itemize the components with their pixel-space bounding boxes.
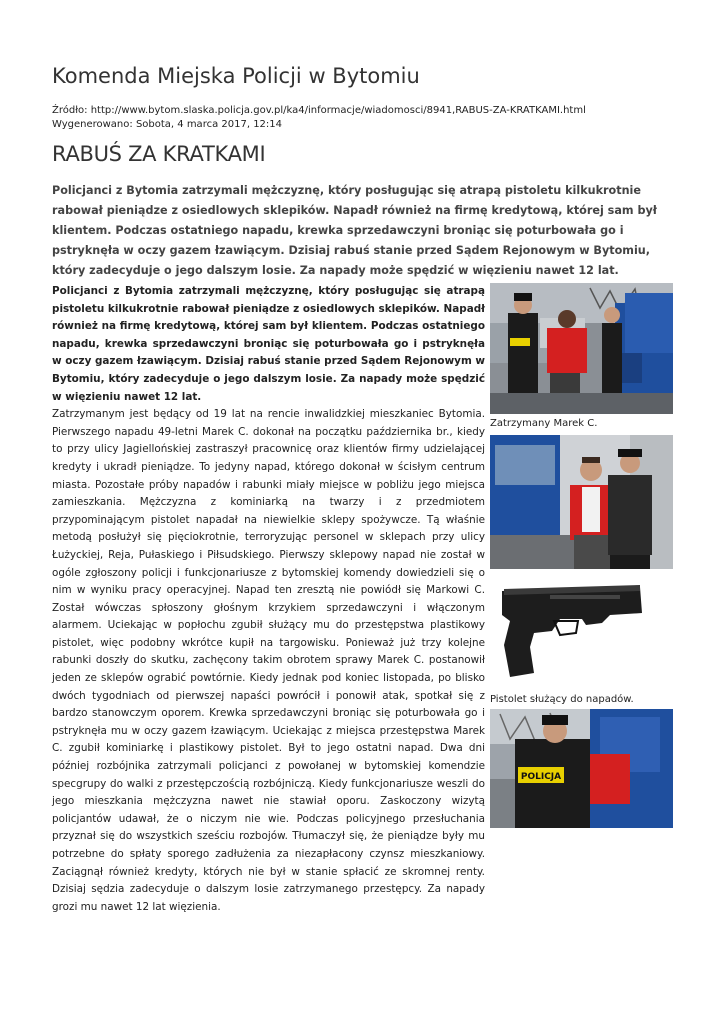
- photo-arrest-car: [490, 283, 673, 414]
- caption-pistol: Pistolet służący do napadów.: [490, 694, 634, 705]
- article-body-intro: Policjanci z Bytomia zatrzymali mężczyznę, który posługując się atrapą pistoletu kilkukrotnie rabował pieniądze z osiedlowych sklepików. Napadł również na firmę kredytową, której sam był klientem. Podczas ostatniego napadu, krewka sprzedawczyni broniąc się poturbowała go i pstryknęła w oczy gazem łzawiącym. Dzisiaj rabuś stanie przed Sądem Rejonowym w Bytomiu, który zadecyduje o jego dalszym losie. Za napady może spędzić w więzieniu nawet 12 lat.: [52, 285, 485, 403]
- photo-police-officer: [490, 709, 673, 828]
- generated-line: Wygenerowano: Sobota, 4 marca 2017, 12:14: [52, 119, 283, 130]
- photo-detainee: [490, 435, 673, 569]
- article-body-text: Zatrzymanym jest będący od 19 lat na rencie inwalidzkiej mieszkaniec Bytomia. Pierwszego napadu 49-letni Marek C. dokonał na początku października br., kiedy to przy ulicy Jagiellońskiej zastraszył pracownicę oraz klientów firmy udzielającej kredyty i ukradł pieniądze. To jedyny napad, którego dokonał w ścisłym centrum miasta. Pozostałe próby napadów i rabunki miały miejsce w pobliżu jego miejsca zamieszkania. Mężczyzna z kominiarką na twarzy i z przedmiotem przypominającym pistolet napadał na niewielkie sklepy spożywcze. Tą właśnie metodą posłużył się pięciokrotnie, terroryzując personel w sklepach przy ulicy Łużyckiej, Reja, Pułaskiego i Piłsudskiego. Pierwszy sklepowy napad nie został w ogóle zgłoszony policji i funkcjonariusze z bytomskiej komendy dowiedzieli się o nim w wyniku pracy operacyjnej. Napad ten zresztą nie powiódł się Markowi C. Został wówczas spłoszony głośnym krzykiem sprzedawczyni i włączonym alarmem. Uciekając w popłochu zgubił służący mu do przestępstwa plastikowy pistolet, więc podobny wkrótce kupił na targowisku. Ponieważ już trzy kolejne rabunki doszły do skutku, zachęcony takim obrotem sprawy Marek C. postanowił jeden ze sklepów ograbić powtórnie. Kiedy jednak pod koniec listopada, po blisko dwóch tygodniach od pierwszej napaści powrócił i ponowił atak, spotkał się z bardzo stanowczym oporem. Krewka sprzedawczyni broniąc się poturbowała go i pstryknęła mu w oczy gazem łzawiącym. Uciekając z miejsca przestępstwa Marek C. zgubił kominiarkę i plastikowy pistolet. Był to jego ostatni napad. Dwa dni później rozbójnika zatrzymali policjanci z powołanej w bytomskiej komendzie specgrupy do walki z przestępczością rozbójniczą. Kiedy funkcjonariusze weszli do jego mieszkania mężczyzna nawet nie stawiał oporu. Zaskoczony wizytą policjantów udawał, że o niczym nie wie. Podczas policyjnego przesłuchania przyznał się do wszystkich sześciu rozbojów. Tłumaczył się, że pieniądze były mu potrzebne do spłaty sporego zadłużenia za niezapłacony czynsz mieszkaniowy. Zaciągnął również kredyty, których nie był w stanie spłacić ze skromnej renty. Dzisiaj sędzia zadecyduje o dalszym losie zatrzymanego przestępcy. Za napady grozi mu nawet 12 lat więzienia.: [52, 408, 485, 913]
- caption-detained: Zatrzymany Marek C.: [490, 418, 598, 429]
- source-line: Źródło: http://www.bytom.slaska.policja.gov.pl/ka4/informacje/wiadomosci/8941,RABUS-ZA-KRATKAMI.html: [52, 105, 586, 116]
- article-title: RABUŚ ZA KRATKAMI: [52, 142, 266, 166]
- article-body: [52, 283, 485, 916]
- article-lead: Policjanci z Bytomia zatrzymali mężczyznę, który posługując się atrapą pistoletu kilkukrotnie rabował pieniądze z osiedlowych sklepików. Napadł również na firmę kredytową, której sam był klientem. Podczas ostatniego napadu, krewka sprzedawczyni broniąc się poturbowała go i pstryknęła w oczy gazem łzawiącym. Dzisiaj rabuś stanie przed Sądem Rejonowym w Bytomiu, który zadecyduje o jego dalszym losie. Za napady może spędzić w więzieniu nawet 12 lat.: [52, 184, 657, 277]
- police-vest-text: POLICJA: [520, 772, 562, 782]
- document-meta: [52, 104, 586, 132]
- site-title: Komenda Miejska Policji w Bytomiu: [52, 64, 420, 88]
- photo-pistol: [490, 575, 673, 686]
